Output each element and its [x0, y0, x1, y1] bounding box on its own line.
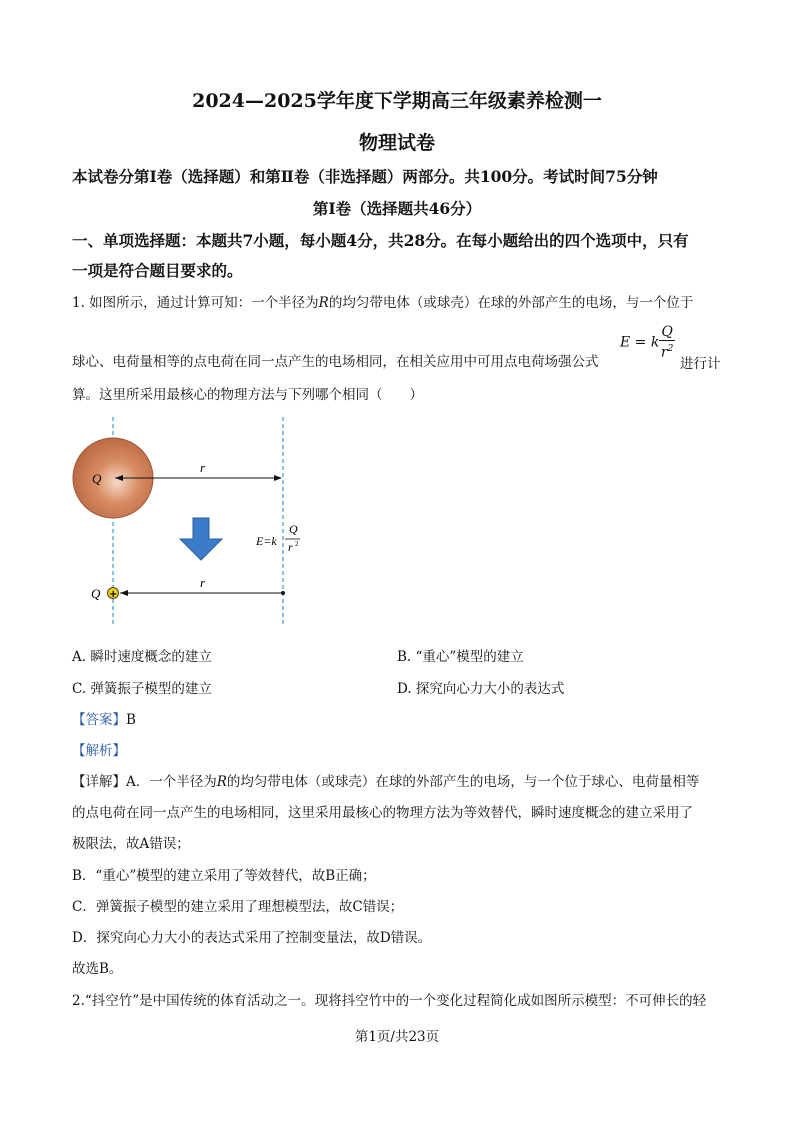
- transform-arrow: [180, 518, 222, 560]
- fig-formula-lhs: E=k: [256, 534, 277, 548]
- formula-numerator: Q: [661, 324, 673, 340]
- q1-line3: 算。这里所采用最核心的物理方法与下列哪个相同（ ）: [72, 387, 423, 403]
- formula-den-r: r: [660, 344, 668, 361]
- option-c: C. 弹簧振子模型的建立: [72, 681, 212, 697]
- analysis-tag: 【解析】: [72, 743, 126, 759]
- fig-formula-num: Q: [289, 522, 298, 536]
- exam-title: 2024—2025学年度下学期高三年级素养检测一: [192, 90, 602, 112]
- q1-line1-end: 的均匀带电体（或球壳）在球的外部产生的电场，与一个位于: [328, 295, 694, 311]
- plus-sign: +: [109, 589, 118, 600]
- formula-lhs: E = k: [620, 334, 660, 351]
- part-heading: 第Ⅰ卷（选择题共46分）: [312, 199, 482, 218]
- option-d: D. 探究向心力大小的表达式: [397, 681, 565, 697]
- detail-tag: 【详解】: [72, 774, 126, 790]
- q2-line1: 2.“抖空竹”是中国传统的体育活动之一。现将抖空竹中的一个变化过程简化成如图所示模型：不可伸长的轻: [72, 993, 707, 1009]
- detail-var-R: R: [216, 774, 227, 790]
- answer-line: [72, 708, 136, 728]
- bottom-r-arrow-left: [120, 590, 128, 596]
- bottom-q-label: Q: [91, 586, 101, 601]
- detail-line1: [72, 770, 699, 790]
- option-a: A. 瞬时速度概念的建立: [72, 649, 212, 665]
- fig-formula-den: r: [288, 540, 293, 554]
- detail-line1-end: 的均匀带电体（或球壳）在球的外部产生的电场，与一个位于球心、电荷量相等: [226, 774, 700, 790]
- top-r-label: r: [200, 460, 206, 475]
- field-point: [281, 591, 285, 595]
- detail-line1-start: A．一个半径为: [126, 774, 217, 790]
- option-b: B. “重心”模型的建立: [397, 649, 524, 665]
- q1-line2-tail: 进行计: [680, 356, 721, 372]
- detail-c: C．弹簧振子模型的建立采用了理想模型法，故C错误；: [72, 899, 404, 915]
- q1-figure: [60, 415, 320, 630]
- detail-d: D．探究向心力大小的表达式采用了控制变量法，故D错误。: [72, 930, 432, 946]
- answer-value: B: [126, 712, 136, 728]
- top-q-label: Q: [92, 471, 102, 486]
- detail-line2: 的点电荷在同一点产生的电场相同，这里采用最核心的物理方法为等效替代，瞬时速度概念的建立采用了: [72, 805, 693, 821]
- exam-subtitle: 物理试卷: [358, 132, 435, 154]
- section-heading-line2: 一项是符合题目要求的。: [72, 261, 243, 280]
- q1-line1-start: 1. 如图所示，通过计算可知：一个半径为: [72, 295, 319, 311]
- page-number: 第1页/共23页: [354, 1029, 440, 1045]
- answer-tag: 【答案】: [72, 712, 126, 728]
- q1-line2: 球心、电荷量相等的点电荷在同一点产生的电场相同，在相关应用中可用点电荷场强公式: [72, 354, 599, 370]
- q1-var-R: R: [318, 295, 329, 311]
- formula-fraction: [659, 324, 674, 361]
- q1-formula: [620, 324, 675, 361]
- fig-formula-exp: 2: [295, 540, 299, 548]
- formula-denominator: [659, 341, 674, 361]
- conclusion: 故选B。: [72, 961, 123, 977]
- top-r-arrow-right: [274, 475, 282, 481]
- q1-line1: [72, 291, 693, 311]
- formula-exponent: 2: [667, 344, 674, 354]
- detail-line3: 极限法，故A错误；: [72, 836, 190, 852]
- detail-b: B．“重心”模型的建立采用了等效替代，故B正确；: [72, 868, 376, 884]
- section-heading-line1: 一、单项选择题：本题共7小题，每小题4分，共28分。在每小题给出的四个选项中，只有: [72, 231, 689, 250]
- bottom-r-label: r: [200, 575, 206, 590]
- exam-intro: 本试卷分第Ⅰ卷（选择题）和第Ⅱ卷（非选择题）两部分。共100分。考试时间75分钟: [72, 167, 658, 186]
